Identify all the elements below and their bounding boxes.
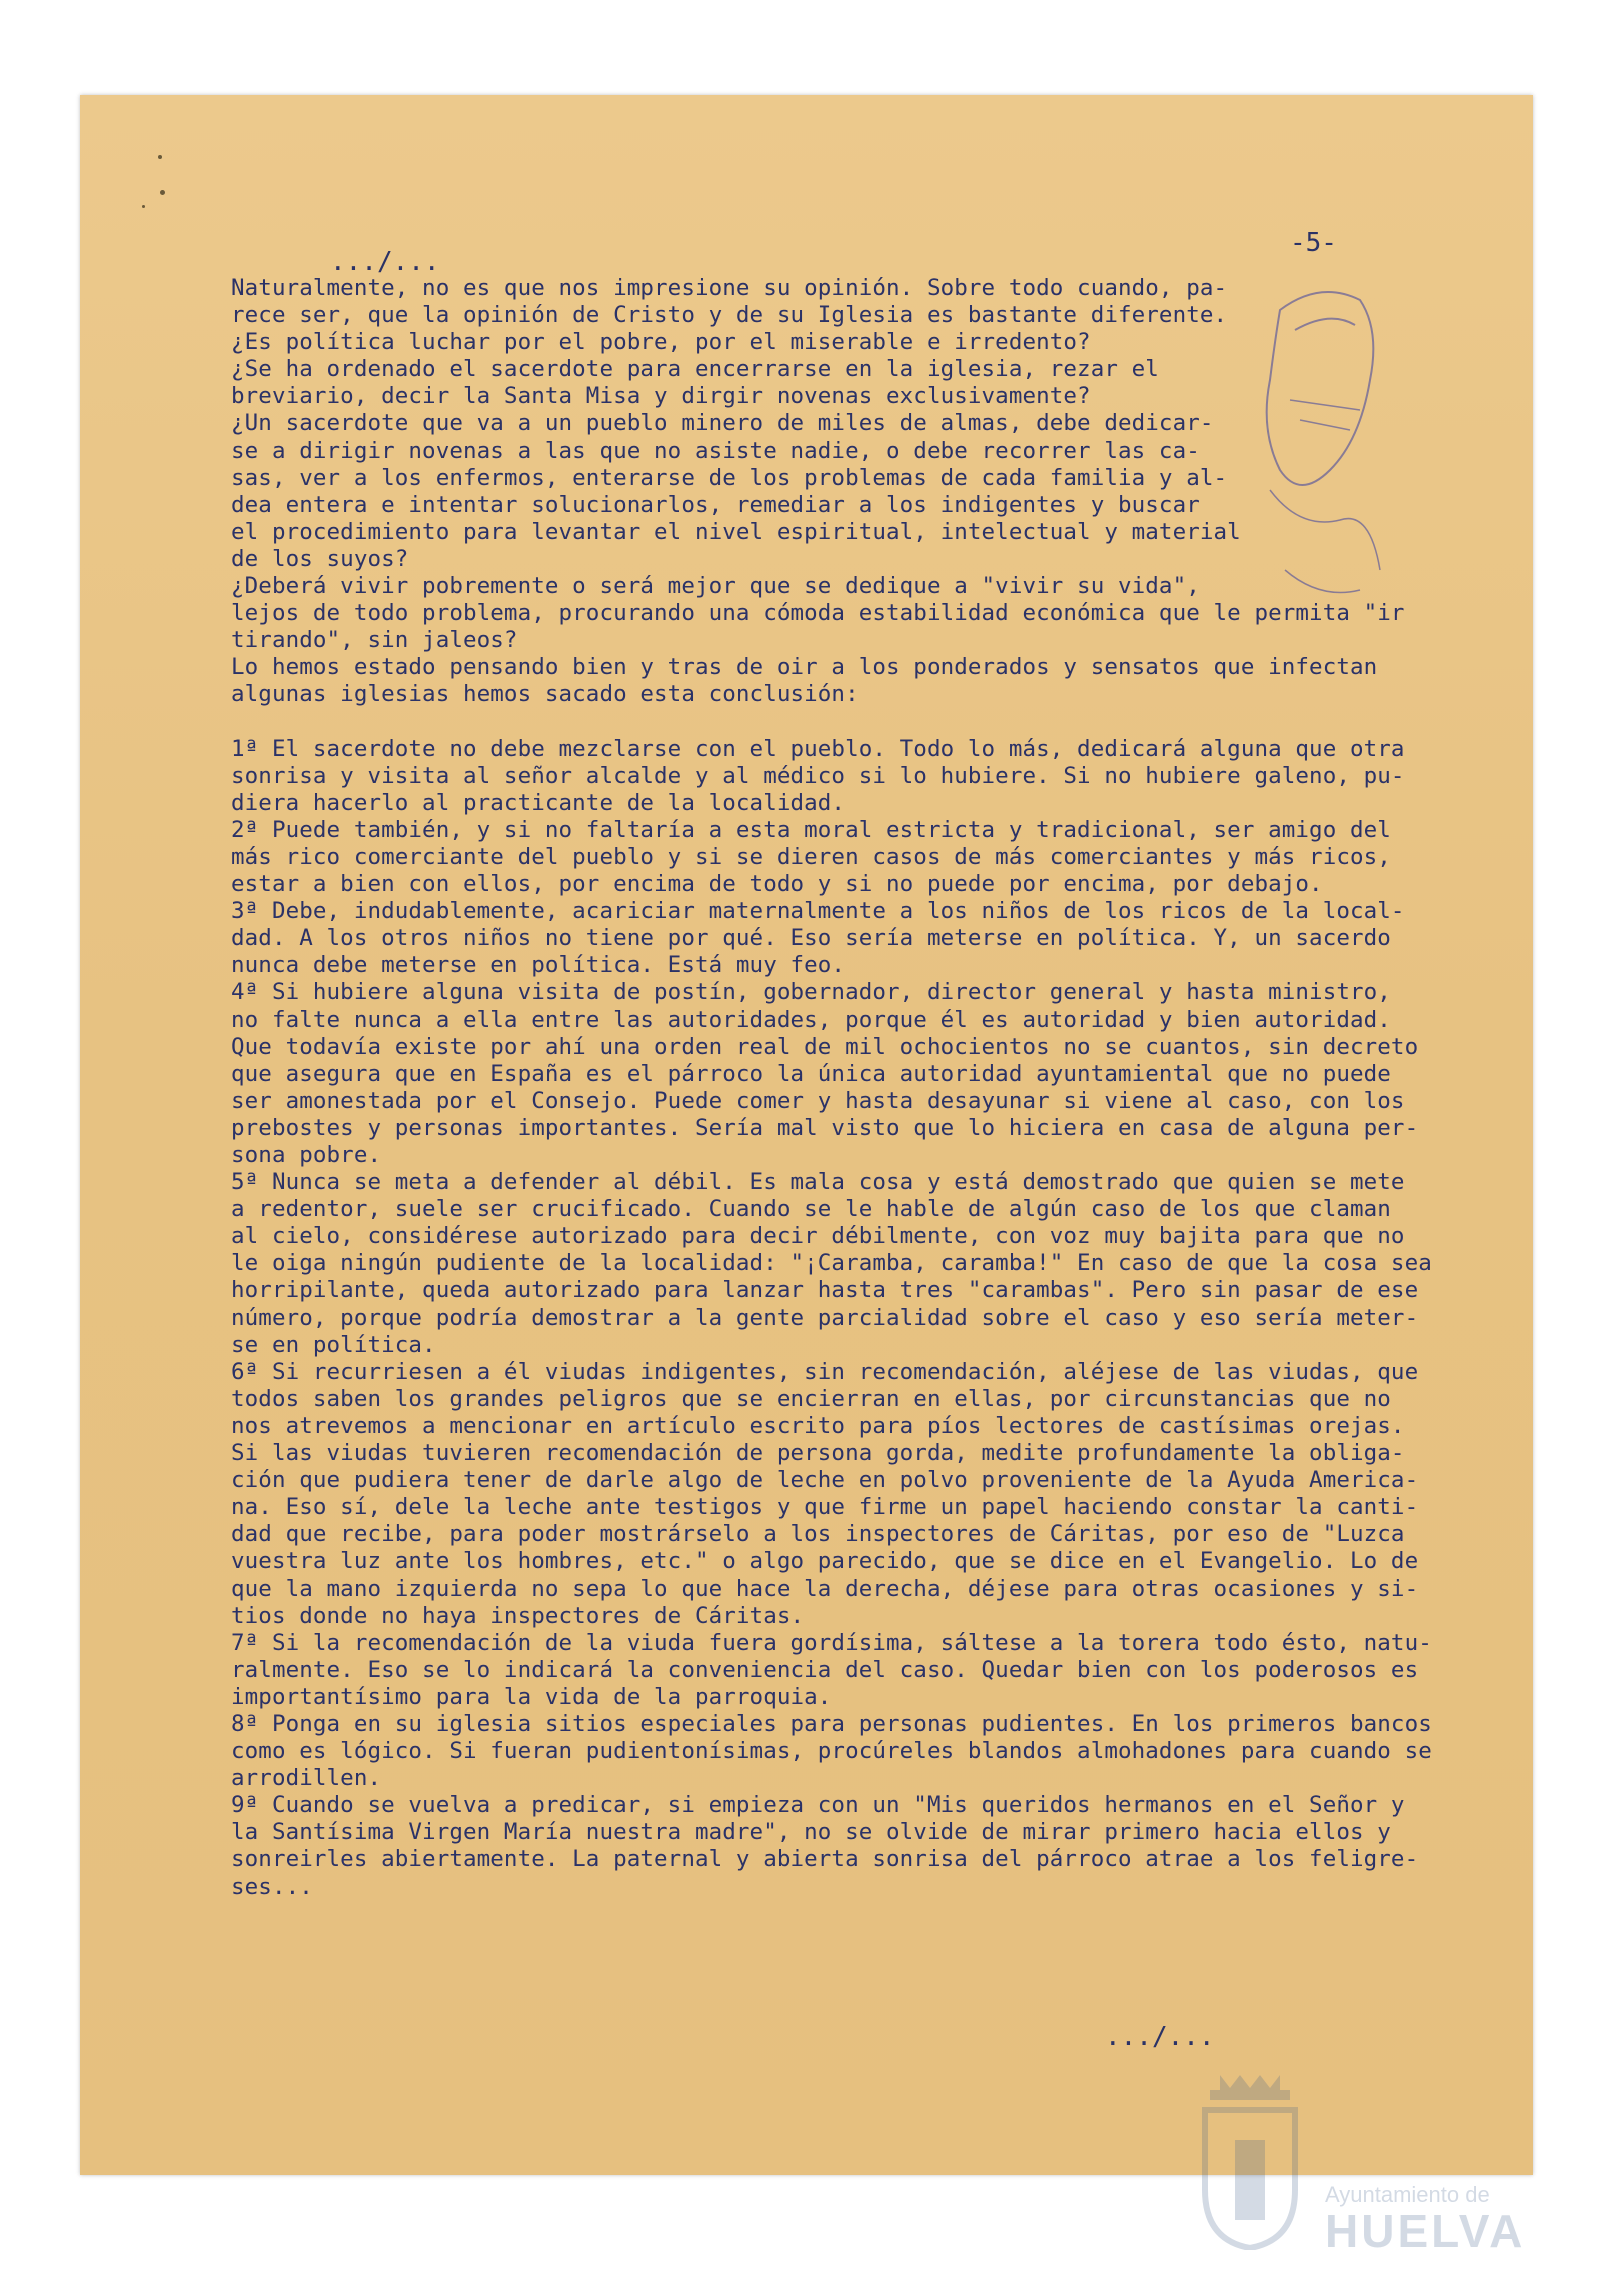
text-line: que asegura que en España es el párroco la única autoridad ayuntamiental que no puede [231,1060,1391,1087]
text-line: ralmente. Eso se lo indicará la conveniencia del caso. Quedar bien con los poderosos es [231,1656,1419,1683]
text-line: a redentor, suele ser crucificado. Cuando se le hable de algún caso de los que claman [231,1196,1391,1223]
text-line: no falte nunca a ella entre las autoridades, porque él es autoridad y bien autoridad. [231,1006,1391,1033]
text-line: horripilante, queda autorizado para lanzar hasta tres "carambas". Pero sin pasar de ese [231,1277,1419,1304]
text-line: tirando", sin jaleos? [231,627,518,654]
text-line: 8ª Ponga en su iglesia sitios especiales para personas pudientes. En los primeros bancos [231,1710,1432,1737]
text-line: la Santísima Virgen María nuestra madre", no se olvide de mirar primero hacia ellos y [231,1819,1391,1846]
text-line: como es lógico. Si fueran pudientonísimas, procúreles blandos almohadones para cuando se [231,1738,1432,1765]
continuation-marker-top: .../... [330,247,440,277]
text-line: dea entera e intentar solucionarlos, remediar a los indigentes y buscar [231,491,1200,518]
text-line: Si las viudas tuvieren recomendación de persona gorda, medite profundamente la obliga- [231,1440,1405,1467]
text-line: nos atrevemos a mencionar en artículo escrito para píos lectores de castísimas orejas. [231,1412,1405,1439]
text-line: 1ª El sacerdote no debe mezclarse con el pueblo. Todo lo más, dedicará alguna que otra [231,735,1405,762]
text-line: sona pobre. [231,1142,382,1168]
text-line: ¿Se ha ordenado el sacerdote para encerrarse en la iglesia, rezar el [231,356,1159,383]
text-line: 6ª Si recurriesen a él viudas indigentes, sin recomendación, aléjese de las viudas, que [231,1358,1419,1385]
text-line: ses... [231,1873,313,1900]
text-line: 5ª Nunca se meta a defender al débil. Es mala cosa y está demostrado que quien se mete [231,1169,1405,1196]
text-line: le oiga ningún pudiente de la localidad: "¡Caramba, caramba!" En caso de que la cosa sea [231,1250,1432,1277]
text-line: rece ser, que la opinión de Cristo y de su Iglesia es bastante diferente. [231,302,1228,329]
text-line: lejos de todo problema, procurando una cómoda estabilidad económica que le permita "ir [231,600,1405,627]
paper-speck [160,190,165,195]
text-line: tios donde no haya inspectores de Cáritas. [231,1602,805,1629]
text-line: ser amonestada por el Consejo. Puede comer y hasta desayunar si viene al caso, con los [231,1087,1405,1114]
text-line: breviario, decir la Santa Misa y dirgir novenas exclusivamente? [231,383,1091,410]
text-line: todos saben los grandes peligros que se encierran en ellas, por circunstancias que no [231,1385,1391,1412]
text-line: diera hacerlo al practicante de la localidad. [231,789,846,816]
huelva-watermark [1180,2070,1540,2257]
text-line: algunas iglesias hemos sacado esta conclusión: [231,681,859,708]
text-line: 7ª Si la recomendación de la viuda fuera gordísima, sáltese a la torera todo ésto, natu- [231,1629,1432,1656]
text-line: na. Eso sí, dele la leche ante testigos y que firme un papel haciendo constar la canti- [231,1494,1419,1521]
text-line: nunca debe meterse en política. Está muy feo. [231,952,846,979]
text-line: al cielo, considérese autorizado para decir débilmente, con voz muy bajita para que no [231,1223,1405,1250]
text-line: de los suyos? [231,545,409,572]
text-line: Lo hemos estado pensando bien y tras de oir a los ponderados y sensatos que infectan [231,654,1378,681]
text-line: Que todavía existe por ahí una orden real de mil ochocientos no se cuantos, sin decreto [231,1033,1419,1060]
paper-speck [142,205,145,208]
text-line: dad. A los otros niños no tiene por qué. Eso sería meterse en política. Y, un sacerdo [231,925,1391,952]
text-line: se a dirigir novenas a las que no asiste nadie, o debe recorrer las ca- [231,437,1200,464]
text-line: arrodillen. [231,1765,382,1792]
text-line: número, porque podría demostrar a la gente parcialidad sobre el caso y eso sería meter- [231,1304,1419,1331]
text-line: 3ª Debe, indudablemente, acariciar maternalmente a los niños de los ricos de la local- [231,898,1405,925]
page-number: -5- [1290,228,1337,258]
text-line: estar a bien con ellos, por encima de todo y si no puede por encima, por debajo. [231,871,1323,898]
watermark-brand: HUELVA [1325,2205,1526,2257]
text-line: más rico comerciante del pueblo y si se dieren casos de más comerciantes y más ricos, [231,843,1391,870]
text-line [231,709,1431,736]
watermark-caption: Ayuntamiento de [1325,2182,1490,2207]
text-line: sonrisa y visita al señor alcalde y al médico si lo hubiere. Si no hubiere galeno, pu- [231,762,1405,789]
text-line: 4ª Si hubiere alguna visita de postín, gobernador, director general y hasta ministro, [231,979,1391,1006]
text-line: que la mano izquierda no sepa lo que hace la derecha, déjese para otras ocasiones y si- [231,1575,1419,1602]
text-line: ¿Deberá vivir pobremente o será mejor que se dedique a "vivir su vida", [231,573,1200,600]
text-line: sas, ver a los enfermos, enterarse de los problemas de cada familia y al- [231,464,1228,491]
text-line: dad que recibe, para poder mostrárselo a los inspectores de Cáritas, por eso de "Luzca [231,1521,1405,1548]
text-line: ¿Un sacerdote que va a un pueblo minero de miles de almas, debe dedicar- [231,410,1214,437]
body-text [231,275,1431,1901]
coat-of-arms-icon [1190,2070,1310,2250]
text-line: se en política. [231,1331,436,1358]
text-line: 2ª Puede también, y si no faltaría a esta moral estricta y tradicional, ser amigo del [231,816,1391,843]
text-line: Naturalmente, no es que nos impresione su opinión. Sobre todo cuando, pa- [231,275,1228,301]
text-line: ¿Es política luchar por el pobre, por el miserable e irredento? [231,329,1091,356]
paper-speck [158,155,162,159]
text-line: el procedimiento para levantar el nivel espiritual, intelectual y material [231,518,1241,545]
text-line: 9ª Cuando se vuelva a predicar, si empieza con un "Mis queridos hermanos en el Señor y [231,1792,1405,1819]
text-line: ción que pudiera tener de darle algo de leche en polvo proveniente de la Ayuda America- [231,1467,1419,1494]
text-line: vuestra luz ante los hombres, etc." o algo parecido, que se dice en el Evangelio. Lo de [231,1548,1419,1575]
continuation-marker-bottom: .../... [1105,2022,1215,2052]
text-line: prebostes y personas importantes. Sería mal visto que lo hiciera en casa de alguna per- [231,1114,1419,1141]
text-line: importantísimo para la vida de la parroquia. [231,1683,832,1710]
text-line: sonreirles abiertamente. La paternal y abierta sonrisa del párroco atrae a los feligre- [231,1846,1419,1873]
